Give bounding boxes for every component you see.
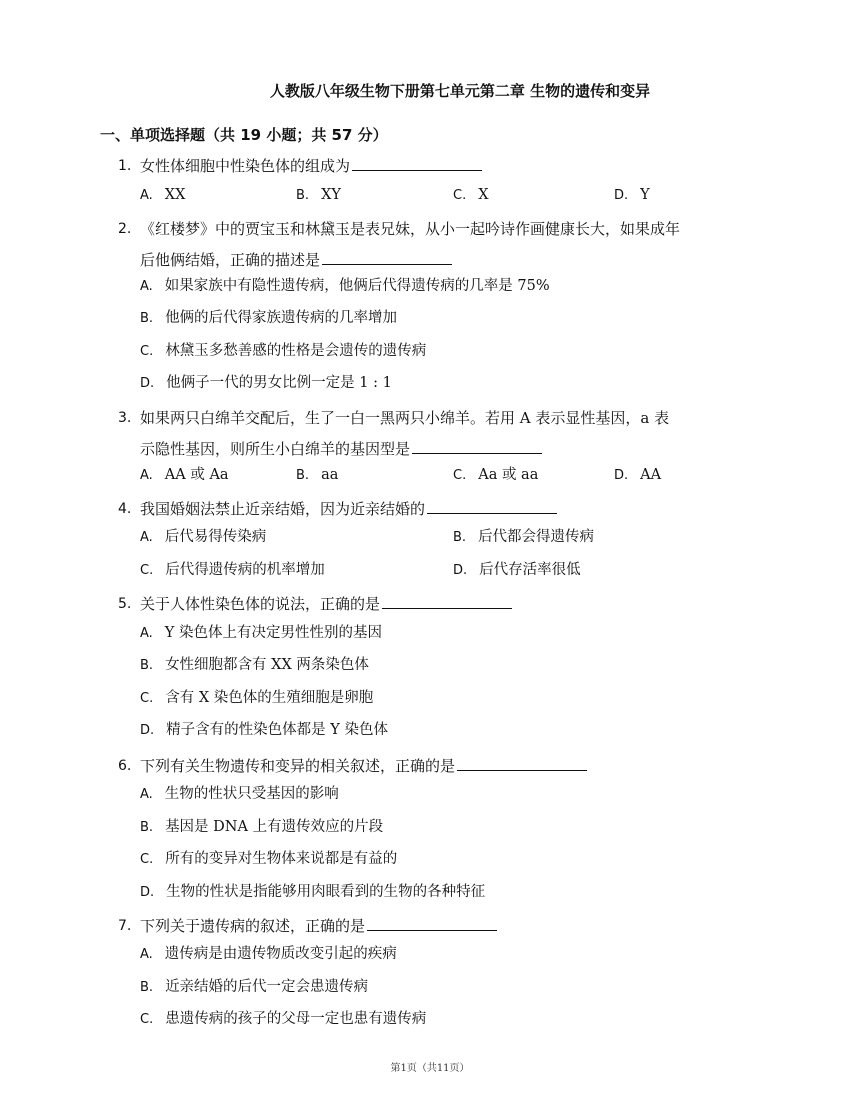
option-c: C. X — [453, 187, 489, 203]
question-stem-line2: 后他俩结婚，正确的描述是 — [140, 251, 321, 269]
question-4 — [118, 494, 768, 525]
option-a: A. 后代易得传染病 — [140, 529, 267, 545]
question-stem: 女性体细胞中性染色体的组成为 — [140, 157, 351, 175]
question-6 — [118, 751, 768, 782]
answer-blank — [322, 246, 452, 265]
option-c: C. 林黛玉多愁善感的性格是会遗传的遗传病 — [140, 343, 427, 359]
question-5 — [118, 589, 768, 620]
question-stem: 我国婚姻法禁止近亲结婚，因为近亲结婚的 — [140, 500, 426, 518]
option-d: D. Y — [614, 187, 650, 203]
answer-blank — [412, 435, 542, 454]
option-b: B. 他俩的后代得家族遗传病的几率增加 — [140, 310, 398, 326]
question-number: 6. — [118, 758, 132, 774]
page-title: 人教版八年级生物下册第七单元第二章 生物的遗传和变异 — [269, 82, 651, 100]
question-2 — [118, 214, 768, 276]
section-heading: 一、单项选择题（共 19 小题；共 57 分） — [100, 126, 388, 144]
option-d: D. 后代存活率很低 — [453, 562, 581, 578]
question-stem-line2: 示隐性基因，则所生小白绵羊的基因型是 — [140, 440, 411, 458]
question-number: 3. — [118, 410, 132, 426]
option-a: A. Y 染色体上有决定男性性别的基因 — [140, 625, 382, 641]
option-b: B. 近亲结婚的后代一定会患遗传病 — [140, 979, 369, 995]
option-b: B. 基因是 DNA 上有遗传效应的片段 — [140, 819, 384, 835]
option-a: A. AA 或 Aa — [140, 467, 229, 483]
question-stem-line1: 《红楼梦》中的贾宝玉和林黛玉是表兄妹，从小一起吟诗作画健康长大，如果成年 — [140, 220, 681, 238]
option-d: D. 他俩子一代的男女比例一定是 1 : 1 — [140, 375, 392, 391]
question-3 — [118, 403, 768, 465]
option-a: A. 生物的性状只受基因的影响 — [140, 786, 339, 802]
question-number: 4. — [118, 501, 132, 517]
option-b: B. 女性细胞都含有 XX 两条染色体 — [140, 657, 369, 673]
question-number: 5. — [118, 596, 132, 612]
option-c: C. 后代得遗传病的机率增加 — [140, 562, 325, 578]
question-stem: 关于人体性染色体的说法，正确的是 — [140, 595, 381, 613]
question-7 — [118, 911, 768, 942]
question-stem-line1: 如果两只白绵羊交配后，生了一白一黑两只小绵羊。若用 A 表示显性基因，a 表 — [140, 409, 670, 427]
question-number: 2. — [118, 221, 132, 237]
answer-blank — [427, 495, 557, 514]
option-c: C. 含有 X 染色体的生殖细胞是卵胞 — [140, 690, 374, 706]
question-stem: 下列有关生物遗传和变异的相关叙述，正确的是 — [140, 757, 456, 775]
option-c: C. 患遗传病的孩子的父母一定也患有遗传病 — [140, 1011, 427, 1027]
question-1 — [118, 151, 768, 182]
option-c: C. 所有的变异对生物体来说都是有益的 — [140, 851, 398, 867]
option-a: A. 如果家族中有隐性遗传病，他俩后代得遗传病的几率是 75% — [140, 278, 550, 294]
option-d: D. 生物的性状是指能够用肉眼看到的生物的各种特征 — [140, 884, 486, 900]
answer-blank — [352, 152, 482, 171]
option-c: C. Aa 或 aa — [453, 467, 539, 483]
option-b: B. XY — [296, 187, 341, 203]
page-footer: 第1页（共11页） — [390, 1063, 470, 1074]
question-stem: 下列关于遗传病的叙述，正确的是 — [140, 917, 366, 935]
question-number: 7. — [118, 918, 132, 934]
question-number: 1. — [118, 158, 132, 174]
option-a: A. XX — [140, 187, 186, 203]
answer-blank — [457, 752, 587, 771]
option-d: D. AA — [614, 467, 662, 483]
option-b: B. aa — [296, 467, 339, 483]
option-d: D. 精子含有的性染色体都是 Y 染色体 — [140, 722, 388, 738]
option-a: A. 遗传病是由遗传物质改变引起的疾病 — [140, 946, 397, 962]
option-b: B. 后代都会得遗传病 — [453, 529, 595, 545]
answer-blank — [367, 912, 497, 931]
answer-blank — [382, 590, 512, 609]
